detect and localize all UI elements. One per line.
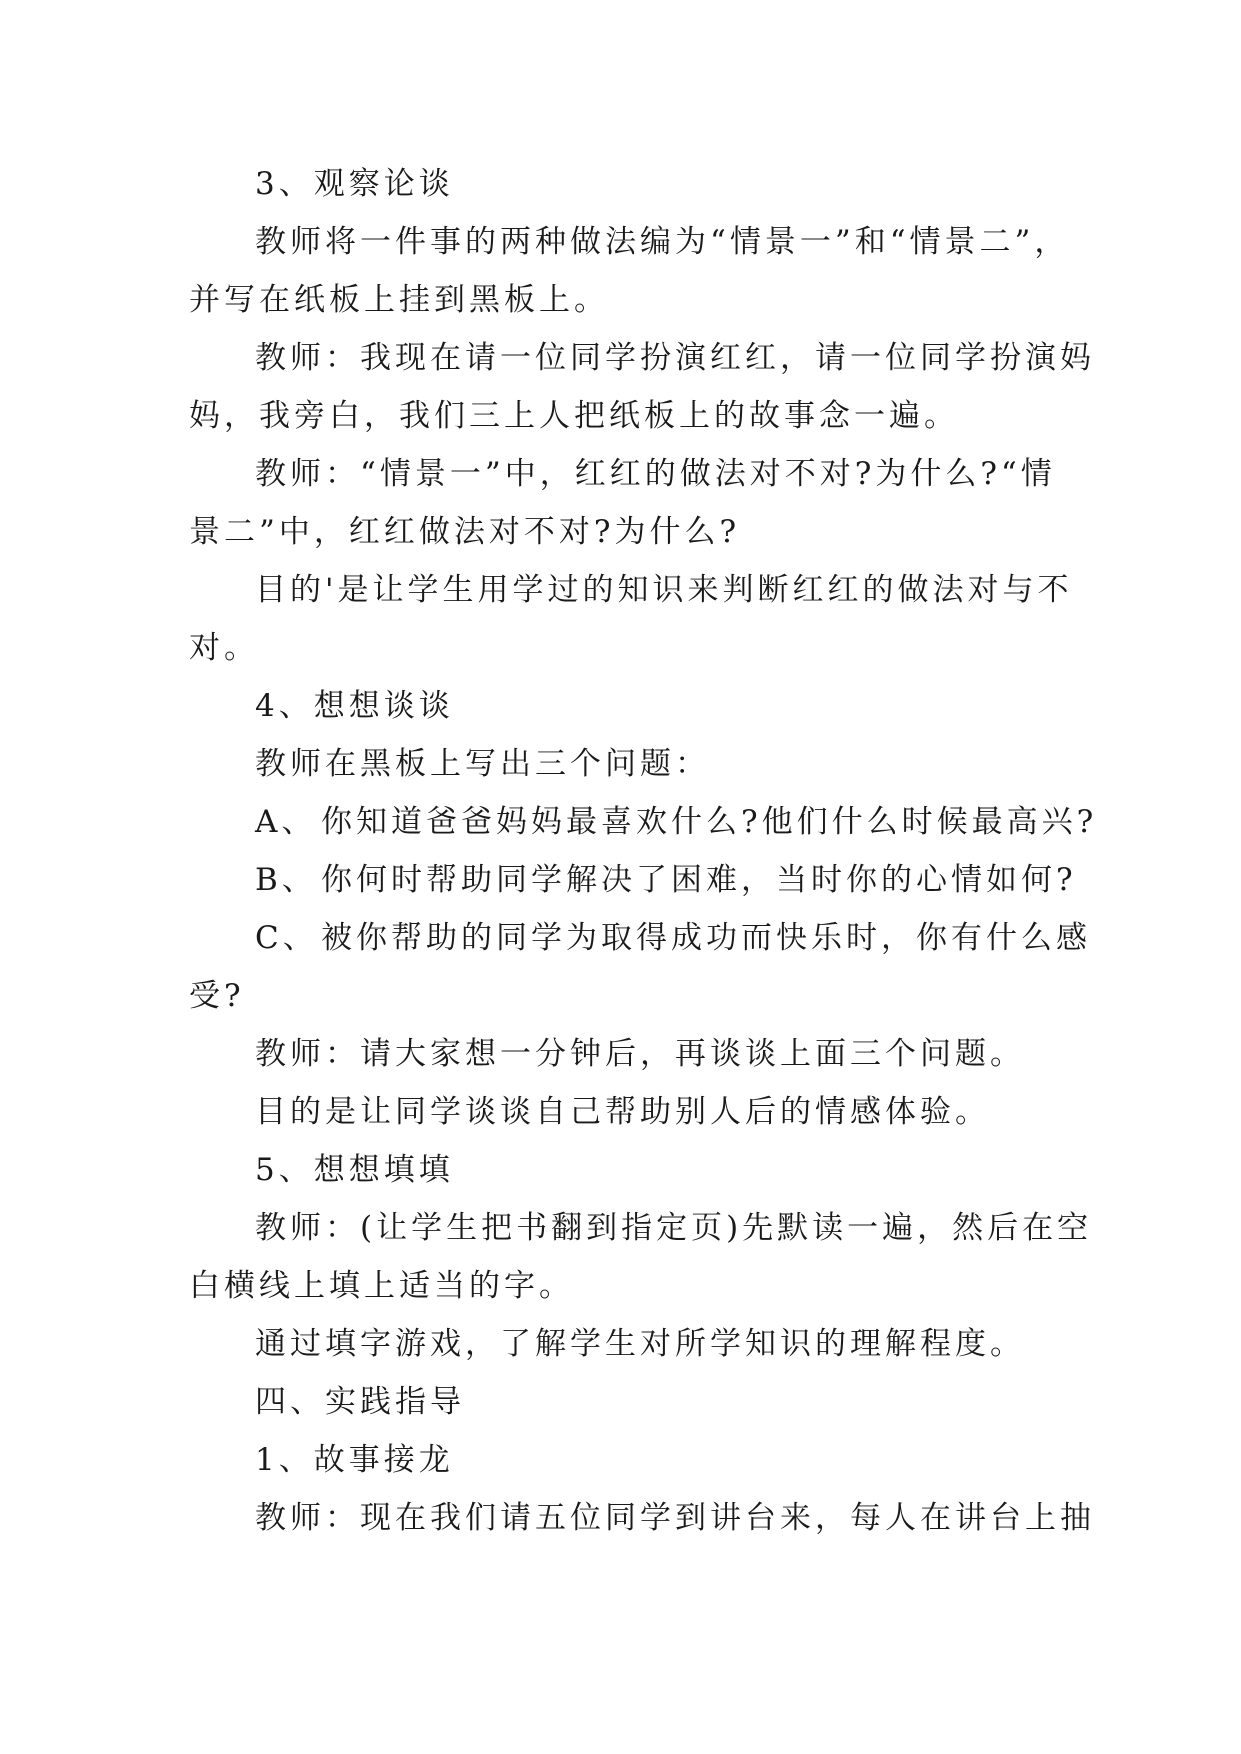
paragraph bbox=[189, 213, 1070, 329]
text-line: 目的'是让学生用学过的知识来判断红红的做法对与不 bbox=[255, 572, 1073, 608]
item-text: 你何时帮助同学解决了困难，当时你的心情如何? bbox=[321, 862, 1077, 898]
text-line: 教师：请大家想一分钟后，再谈谈上面三个问题。 bbox=[255, 1036, 1025, 1072]
question-item-b bbox=[189, 851, 1077, 909]
heading-observe-discuss bbox=[189, 155, 1061, 213]
text-line bbox=[189, 909, 1091, 967]
text-line: 对。 bbox=[189, 630, 259, 666]
paragraph bbox=[189, 1083, 1061, 1141]
question-item-c bbox=[189, 909, 1091, 1025]
heading-think-discuss bbox=[189, 677, 1061, 735]
item-text: 你知道爸爸妈妈最喜欢什么?他们什么时候最高兴? bbox=[321, 804, 1098, 840]
paragraph bbox=[189, 1199, 1093, 1315]
text-line: 目的是让同学谈谈自己帮助别人后的情感体验。 bbox=[255, 1094, 990, 1130]
heading-story-relay bbox=[189, 1431, 1061, 1489]
paragraph bbox=[189, 1489, 1095, 1547]
text-line: 教师将一件事的两种做法编为“情景一”和“情景二”， bbox=[255, 224, 1070, 260]
text-line: 景二”中，红红做法对不对?为什么? bbox=[189, 514, 741, 550]
text-line: 教师：我现在请一位同学扮演红红，请一位同学扮演妈 bbox=[255, 340, 1095, 376]
text-line: 受? bbox=[189, 978, 245, 1014]
item-label: C、 bbox=[255, 920, 318, 956]
paragraph bbox=[189, 561, 1073, 677]
text-line: 白横线上填上适当的字。 bbox=[189, 1268, 574, 1304]
document-body bbox=[189, 155, 1098, 1547]
item-text: 被你帮助的同学为取得成功而快乐时，你有什么感 bbox=[321, 920, 1091, 956]
question-item-a bbox=[189, 793, 1098, 851]
text-line: 教师在黑板上写出三个问题： bbox=[255, 746, 710, 782]
text-line: 3、观察论谈 bbox=[255, 166, 454, 202]
text-line: 5、想想填填 bbox=[255, 1152, 454, 1188]
paragraph bbox=[189, 735, 1061, 793]
text-line: 1、故事接龙 bbox=[255, 1442, 454, 1478]
paragraph bbox=[189, 445, 1061, 561]
paragraph bbox=[189, 1025, 1061, 1083]
text-line: 通过填字游戏，了解学生对所学知识的理解程度。 bbox=[255, 1326, 1025, 1362]
paragraph bbox=[189, 1315, 1061, 1373]
item-label: A、 bbox=[255, 804, 317, 840]
item-label: B、 bbox=[255, 862, 317, 898]
text-line: 并写在纸板上挂到黑板上。 bbox=[189, 282, 609, 318]
text-line: 妈，我旁白，我们三上人把纸板上的故事念一遍。 bbox=[189, 398, 959, 434]
text-line: 教师：“情景一”中，红红的做法对不对?为什么?“情 bbox=[255, 456, 1056, 492]
text-line: 教师：现在我们请五位同学到讲台来，每人在讲台上抽 bbox=[255, 1500, 1095, 1536]
text-line bbox=[189, 851, 1077, 909]
text-line: 教师：(让学生把书翻到指定页)先默读一遍，然后在空 bbox=[255, 1210, 1093, 1246]
heading-think-fill bbox=[189, 1141, 1061, 1199]
text-line: 4、想想谈谈 bbox=[255, 688, 454, 724]
text-line: 四、实践指导 bbox=[255, 1384, 465, 1420]
text-line bbox=[189, 793, 1098, 851]
paragraph bbox=[189, 329, 1095, 445]
heading-practice-guidance bbox=[189, 1373, 1061, 1431]
